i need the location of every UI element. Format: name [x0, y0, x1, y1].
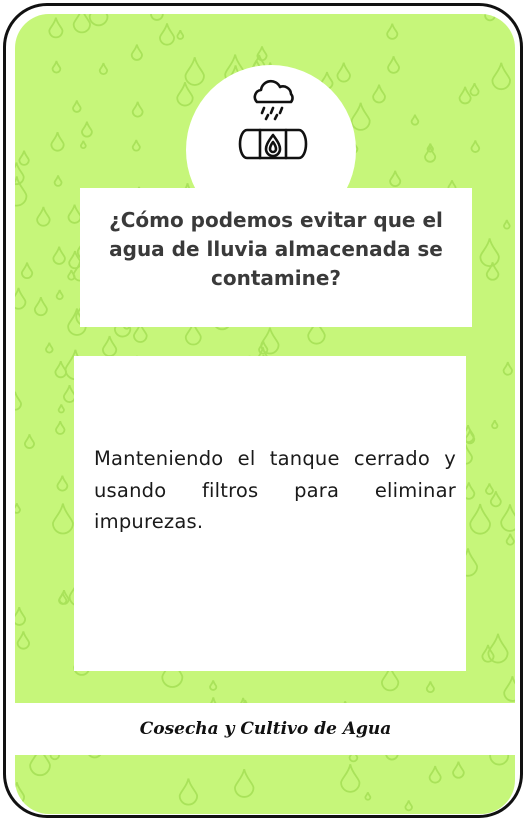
question-panel — [80, 188, 472, 327]
question-text: ¿Cómo podemos evitar que el agua de lluvia almacenada se contamine? — [109, 208, 443, 290]
raindrop — [151, 14, 163, 20]
raindrop — [100, 63, 107, 74]
raindrop — [352, 103, 370, 130]
raindrop — [470, 504, 490, 534]
raindrop — [373, 85, 385, 103]
footer-bar — [14, 703, 517, 755]
raindrop — [53, 504, 73, 534]
raindrop — [501, 504, 515, 531]
rain-barrel-icon — [233, 78, 313, 168]
raindrop — [341, 764, 359, 792]
raindrop — [427, 681, 434, 692]
raindrop — [405, 800, 412, 810]
raindrop — [57, 476, 67, 491]
raindrop — [69, 251, 81, 268]
raindrop — [49, 18, 62, 38]
raindrop — [103, 336, 116, 356]
raindrop — [15, 288, 25, 309]
raindrop — [485, 14, 495, 20]
raindrop — [25, 434, 34, 448]
raindrop — [132, 44, 142, 59]
raindrop — [185, 57, 203, 85]
raindrop — [133, 102, 143, 117]
raindrop — [22, 263, 32, 279]
raindrop — [210, 680, 216, 690]
raindrop — [365, 792, 370, 799]
raindrop — [15, 607, 25, 625]
raindrop — [453, 762, 464, 778]
raindrop — [56, 421, 65, 434]
raindrop — [55, 175, 62, 185]
raindrop — [177, 30, 183, 39]
raindrop — [55, 361, 66, 377]
raindrop — [18, 631, 30, 648]
raindrop — [390, 171, 400, 186]
raindrop — [471, 140, 479, 152]
raindrop — [15, 162, 24, 184]
raindrop — [177, 82, 192, 105]
raindrop — [504, 676, 515, 701]
answer-text: Manteniendo el tanque cerrado y usando filtros para eliminar impurezas. — [94, 447, 456, 533]
raindrop — [59, 404, 64, 412]
answer-panel — [74, 356, 466, 671]
raindrop — [15, 392, 21, 410]
raindrop — [19, 151, 28, 165]
raindrop — [35, 297, 47, 315]
raindrop — [37, 207, 50, 226]
raindrop — [160, 23, 174, 44]
raindrop — [46, 343, 53, 353]
raindrop — [337, 63, 350, 82]
raindrop — [53, 247, 65, 264]
raindrop — [488, 634, 507, 663]
raindrop — [460, 87, 471, 104]
raindrop — [15, 782, 24, 804]
raindrop — [81, 141, 86, 148]
raindrop — [504, 220, 510, 229]
raindrop — [235, 769, 254, 797]
raindrop — [492, 420, 497, 428]
raindrop — [82, 122, 92, 137]
raindrop — [133, 140, 140, 151]
raindrop — [486, 483, 493, 494]
raindrop — [15, 176, 26, 205]
raindrop — [53, 61, 61, 73]
raindrop — [480, 238, 498, 266]
raindrop — [387, 24, 397, 39]
raindrop — [73, 100, 81, 111]
raindrop — [512, 20, 515, 28]
raindrop — [507, 534, 514, 545]
raindrop — [504, 362, 512, 375]
raindrop — [492, 63, 510, 89]
raindrop — [470, 83, 478, 95]
raindrop — [180, 778, 197, 804]
raindrop — [412, 115, 419, 125]
raindrop — [90, 14, 108, 25]
raindrop — [430, 766, 441, 783]
raindrop — [74, 14, 90, 32]
raindrop — [388, 56, 399, 73]
raindrop — [51, 132, 63, 151]
raindrop — [57, 290, 63, 299]
raindrop — [68, 205, 80, 223]
raindrop — [15, 503, 20, 513]
footer-title: Cosecha y Cultivo de Agua — [139, 719, 392, 739]
